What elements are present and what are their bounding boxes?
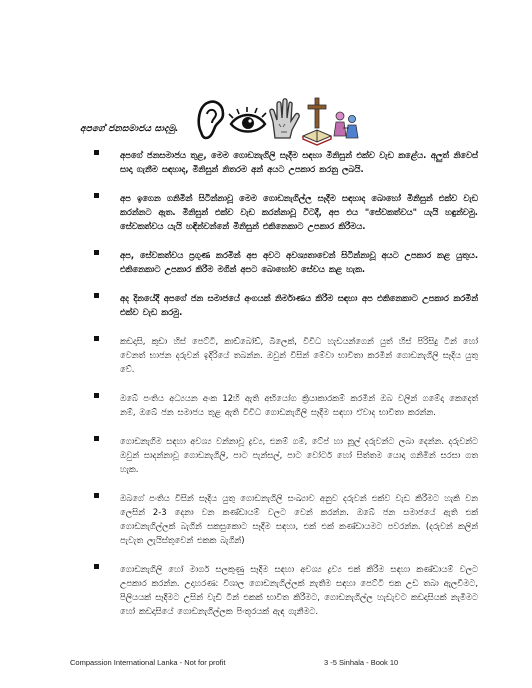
- bullet-icon: [94, 150, 99, 155]
- eye-icon: [229, 107, 266, 132]
- bullet-icon: [94, 193, 99, 198]
- list-item-text: කඩදාසි, කුඩා හිස් පෙට්ටි, කාඩ්බෝඩ්, බිලෙක්, විවිධ හැඩයන්ගෙන් යුත් හිස් පිරිසිදු ටින් හෝ වෙනත් භාජන දරුවන් ඉදිරියේ තබන්න. ඔවුන් විසින් මේවා භාවිතා කරමින් ගොඩනැගිලි සෑදිය යුතු වේ.: [120, 336, 478, 374]
- instruction-list: [94, 148, 478, 618]
- list-item-text: අද දිනයේදී අපගේ ජන සමාජයේ අංගයක් නිර්මාණය කිරීම සඳහා අප එකිනෙකාට උපකාර කරමින් එක්ව වැඩ කරමු.: [120, 293, 478, 317]
- list-item: [94, 291, 478, 319]
- list-item-text: අපගේ ජනසමාජය තුළ, මෙම ගොඩනැගිලි සෑදීම සඳහා මිනිසුන් එක්ව වැඩ කළේය. අලුත් නිවෙස් සාදා ගැනීම සඳහාද, මිනිසුන් නිතරම අන් අයට උපකාර කරනු ලබයි.: [120, 150, 478, 174]
- footer-organization: Compassion International Lanka - Not for profit: [70, 658, 226, 667]
- bullet-icon: [94, 493, 99, 498]
- bullet-icon: [94, 393, 99, 398]
- hand-icon: [270, 99, 299, 138]
- list-item-text: ගොඩනැගිම සඳහා අවශ්‍ය වන්නාවූ ද්‍රව්‍ය, එනම් ගම්, ටේප් හා නූල් දරුවන්ට ලබා දෙන්න. දරුවන්ට ඔවුන් සාදන්නාවූ ගොඩනැගිලි, පාට පැන්සල්, පාට වෝටර් හෝ සිත්තම යොදා ගනිමින් සරසා ගත හැක.: [120, 436, 478, 474]
- section-heading: අපගේ ජනසමාජය සාදමු.: [80, 124, 179, 134]
- list-item: [94, 491, 478, 547]
- list-item-text: ඔබේ පංතිය අධ්‍යයන අංක 12හි ඇති අභියෝග ක්‍රියාකාරකම් කරමින් ඔබ වලින් ගමේදා කෙදෙත් නම්, ඔබේ ජන සමාජය තුළ ඇති විවිධ ගොඩනැගිලි සෑදීම සඳහා ඒවාද භාවිතා කරන්න.: [120, 393, 478, 417]
- bullet-icon: [94, 293, 99, 298]
- list-item-text: ඔබගේ පංතිය විසින් සෑදිය යුතු ගොඩනැගිලි සංඛ්‍යාව අනුව දරුවන් එක්ව වැඩ කිරීමට හැකි වන ලෙසින් 2-3 දෙනා වන කණ්ඩායම් වලට වෙන් කරන්න. ඔබේ ජන සමාජයේ ඇති එක් ගොඩනැගිල්ලක් බැගින් සකසුකොට සෑදීම සඳහා, එක් එක් කණ්ඩායමට පවරන්න. (දරුවන් කලින් පැවැත ලැයිස්තුවෙන් එකක බැගින්): [120, 493, 478, 545]
- cross-book-icon: [303, 98, 331, 145]
- bullet-icon: [94, 436, 99, 441]
- list-item: [94, 334, 478, 376]
- bullet-icon: [94, 564, 99, 569]
- footer-book-info: 3 -5 Sinhala - Book 10: [324, 658, 399, 667]
- bullet-icon: [94, 250, 99, 255]
- list-item: [94, 391, 478, 419]
- list-item: [94, 434, 478, 476]
- list-item-text: අප, සේවකත්වය ප්‍රගුණ කරමින් අප අවට අවශ්‍යතාවෙන් සිටින්නාවූ අයට උපකාර කළ යුතුය. එකිනෙකාට උපකාර කිරීම මගින් අපට බොහෝව සේවය කළ හැක.: [120, 250, 478, 274]
- ear-icon: [199, 102, 223, 138]
- bullet-icon: [94, 336, 99, 341]
- list-item: [94, 562, 478, 618]
- list-item: [94, 191, 478, 233]
- illustration-strip: [195, 94, 360, 146]
- people-icon: [334, 112, 358, 138]
- list-item: [94, 248, 478, 276]
- list-item: [94, 148, 478, 176]
- list-item-text: අප ඉගෙන ගනිමින් සිටින්නාවූ මෙම ගොඩනැගිල්ල සෑදීම සඳහාද බොහෝ මිනිසුන් එක්ව වැඩ කරන්නට ඇත. මිනිසුන් එක්ව වැඩ කරන්නාවූ විටදී, අප එය "සේවකත්වය" යැයි හඳුන්වමු. සේවකත්වය යැයි හඳින්වන්නේ මිනිසුන් එකිනෙකාට උපකාර කිරීමය.: [120, 193, 478, 231]
- list-item-text: ගොඩනැගිලි හෝ මාර්ග සලකුණු සෑදීම සඳහා අවශ්‍ය ද්‍රව්‍ය එක් කිරීම සඳහා කණ්ඩායම් වලට උපකාර කරන්න. උදාහරණ: විශාල ගොඩනැගිල්ලක් නැතීම සඳහා පෙට්ටි එක උඩ තබා ඇලවීමට, පිලියයක් සෑදීමට උසින් වැඩි ටින් එකක් භාවිත කිරීමට, ගොඩනැගිල්ල හැඩැවට කඩදාසියක් නැමීමට හෝ කඩදාසියේ ගොඩනැගිල්ලක පිංතූරයක් ඇඳ ගැනීමට.: [120, 564, 478, 616]
